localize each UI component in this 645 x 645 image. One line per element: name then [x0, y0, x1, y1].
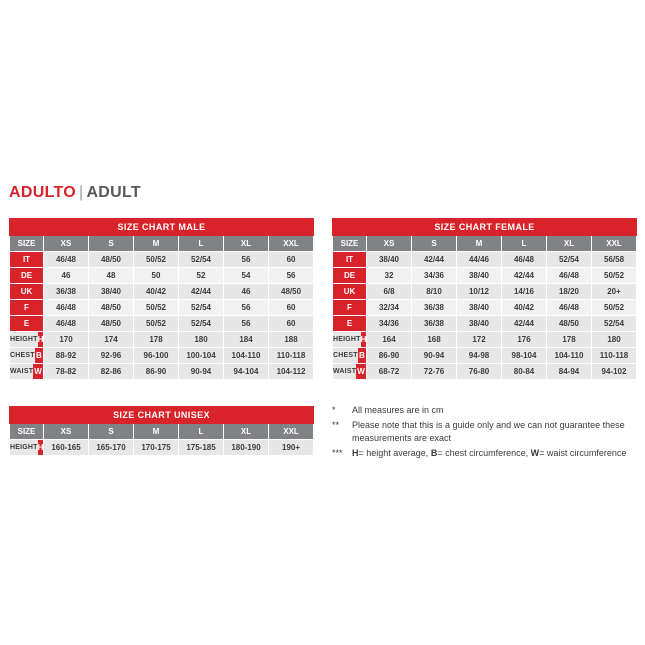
- measure-label-chest: [333, 348, 367, 364]
- cell: 170: [44, 332, 89, 348]
- page-title: [9, 184, 141, 202]
- col-header-l: L: [179, 424, 224, 440]
- note-text: All measures are in cm: [352, 405, 444, 415]
- cell: 172: [457, 332, 502, 348]
- measure-key: B: [35, 348, 43, 363]
- cell: 42/44: [502, 316, 547, 332]
- cell: 38/40: [89, 284, 134, 300]
- cell: 86-90: [134, 364, 179, 380]
- col-header-xs: XS: [367, 236, 412, 252]
- measure-key: B: [358, 348, 366, 363]
- cell: 188: [269, 332, 314, 348]
- col-header-m: M: [134, 424, 179, 440]
- cell: 46/48: [44, 300, 89, 316]
- cell: 52/54: [592, 316, 637, 332]
- measure-row-waist: [10, 364, 314, 380]
- row-label: UK: [333, 284, 367, 300]
- cell: 164: [367, 332, 412, 348]
- col-header-xxl: XXL: [269, 236, 314, 252]
- table-header-row: [333, 236, 637, 252]
- measure-name: HEIGHT: [10, 332, 38, 347]
- cell: 104-110: [224, 348, 269, 364]
- cell: 38/40: [457, 316, 502, 332]
- cell: 52: [179, 268, 224, 284]
- cell: 34/36: [367, 316, 412, 332]
- size-chart-male: [9, 218, 314, 380]
- cell: 46/48: [547, 268, 592, 284]
- measure-row-waist: [333, 364, 637, 380]
- cell: 180-190: [224, 440, 269, 456]
- page-title-separator: |: [78, 184, 84, 201]
- measure-name: CHEST: [333, 348, 358, 363]
- measure-row-height: [10, 332, 314, 348]
- measure-row-chest: [10, 348, 314, 364]
- cell: 32/34: [367, 300, 412, 316]
- notes-block: [332, 404, 644, 462]
- cell: 48/50: [269, 284, 314, 300]
- cell: 38/40: [457, 300, 502, 316]
- cell: 36/38: [412, 300, 457, 316]
- cell: 6/8: [367, 284, 412, 300]
- measure-label-waist: [10, 364, 44, 380]
- cell: 50/52: [592, 268, 637, 284]
- cell: 50/52: [134, 300, 179, 316]
- col-header-l: L: [179, 236, 224, 252]
- measure-key: H: [38, 332, 44, 347]
- table-row: [333, 252, 637, 268]
- cell: 88-92: [44, 348, 89, 364]
- cell: 175-185: [179, 440, 224, 456]
- col-header-size: SIZE: [10, 424, 44, 440]
- cell: 96-100: [134, 348, 179, 364]
- col-header-m: M: [134, 236, 179, 252]
- cell: 104-110: [547, 348, 592, 364]
- cell: 32: [367, 268, 412, 284]
- table-row: [10, 284, 314, 300]
- table-row: [10, 268, 314, 284]
- measure-row-height: [333, 332, 637, 348]
- cell: 52/54: [179, 300, 224, 316]
- cell: 56: [269, 268, 314, 284]
- cell: 46/48: [44, 316, 89, 332]
- col-header-xl: XL: [224, 424, 269, 440]
- cell: 170-175: [134, 440, 179, 456]
- measure-name: WAIST: [333, 364, 356, 379]
- measure-name: HEIGHT: [10, 440, 38, 455]
- cell: 46: [224, 284, 269, 300]
- cell: 184: [224, 332, 269, 348]
- cell: 56/58: [592, 252, 637, 268]
- measure-name: CHEST: [10, 348, 35, 363]
- cell: 48/50: [89, 252, 134, 268]
- row-label: IT: [333, 252, 367, 268]
- table-heading-row: [10, 219, 314, 236]
- cell: 94-102: [592, 364, 637, 380]
- cell: 72-76: [412, 364, 457, 380]
- size-chart-unisex: [9, 406, 314, 456]
- col-header-xl: XL: [224, 236, 269, 252]
- note-mark: **: [332, 420, 340, 430]
- cell: 38/40: [367, 252, 412, 268]
- cell: 80-84: [502, 364, 547, 380]
- page-title-en: ADULT: [86, 184, 141, 201]
- cell: 14/16: [502, 284, 547, 300]
- table-heading-row: [10, 407, 314, 424]
- table-row: [333, 300, 637, 316]
- cell: 178: [134, 332, 179, 348]
- cell: 52/54: [179, 316, 224, 332]
- table-row: [10, 300, 314, 316]
- row-label: F: [333, 300, 367, 316]
- cell: 56: [224, 300, 269, 316]
- cell: 90-94: [179, 364, 224, 380]
- col-header-s: S: [89, 424, 134, 440]
- table-row: [333, 284, 637, 300]
- cell: 40/42: [134, 284, 179, 300]
- chart-heading: SIZE CHART UNISEX: [10, 407, 314, 424]
- measure-key: H: [38, 440, 44, 455]
- cell: 48: [89, 268, 134, 284]
- measure-label-height: [10, 440, 44, 456]
- note-mark: ***: [332, 448, 343, 458]
- measure-row-chest: [333, 348, 637, 364]
- table-row: [333, 316, 637, 332]
- measure-name: HEIGHT: [333, 332, 361, 347]
- cell: 180: [592, 332, 637, 348]
- cell: 48/50: [89, 300, 134, 316]
- cell: 92-96: [89, 348, 134, 364]
- cell: 110-118: [269, 348, 314, 364]
- note-mark: *: [332, 405, 336, 415]
- cell: 160-165: [44, 440, 89, 456]
- col-header-size: SIZE: [10, 236, 44, 252]
- table-header-row: [10, 236, 314, 252]
- row-label: UK: [10, 284, 44, 300]
- cell: 50/52: [134, 252, 179, 268]
- cell: 78-82: [44, 364, 89, 380]
- chart-heading: SIZE CHART FEMALE: [333, 219, 637, 236]
- cell: 48/50: [547, 316, 592, 332]
- cell: 104-112: [269, 364, 314, 380]
- row-label: E: [10, 316, 44, 332]
- col-header-size: SIZE: [333, 236, 367, 252]
- cell: 46/48: [502, 252, 547, 268]
- cell: 52/54: [547, 252, 592, 268]
- cell: 174: [89, 332, 134, 348]
- row-label: DE: [10, 268, 44, 284]
- measure-name: WAIST: [10, 364, 33, 379]
- cell: 36/38: [44, 284, 89, 300]
- measure-row-height: [10, 440, 314, 456]
- measure-label-height: [333, 332, 367, 348]
- note-text: Please note that this is a guide only and we can not guarantee these measurements are exact: [352, 420, 625, 443]
- col-header-xxl: XXL: [592, 236, 637, 252]
- cell: 42/44: [179, 284, 224, 300]
- row-label: DE: [333, 268, 367, 284]
- cell: 94-104: [224, 364, 269, 380]
- note-item: [332, 419, 644, 445]
- cell: 90-94: [412, 348, 457, 364]
- cell: 18/20: [547, 284, 592, 300]
- col-header-xs: XS: [44, 236, 89, 252]
- cell: 34/36: [412, 268, 457, 284]
- table-row: [10, 252, 314, 268]
- col-header-xxl: XXL: [269, 424, 314, 440]
- col-header-s: S: [412, 236, 457, 252]
- cell: 100-104: [179, 348, 224, 364]
- cell: 54: [224, 268, 269, 284]
- cell: 10/12: [457, 284, 502, 300]
- table-row: [10, 316, 314, 332]
- cell: 98-104: [502, 348, 547, 364]
- cell: 60: [269, 316, 314, 332]
- cell: 178: [547, 332, 592, 348]
- cell: 68-72: [367, 364, 412, 380]
- cell: 168: [412, 332, 457, 348]
- col-header-xs: XS: [44, 424, 89, 440]
- measure-label-waist: [333, 364, 367, 380]
- cell: 52/54: [179, 252, 224, 268]
- col-header-l: L: [502, 236, 547, 252]
- note-text-legend: H= height average, B= chest circumference, W= waist circumference: [352, 448, 627, 458]
- cell: 176: [502, 332, 547, 348]
- chart-heading: SIZE CHART MALE: [10, 219, 314, 236]
- page-title-it: ADULTO: [9, 184, 76, 201]
- table-row: [333, 268, 637, 284]
- cell: 50/52: [592, 300, 637, 316]
- size-chart-female: [332, 218, 637, 380]
- cell: 110-118: [592, 348, 637, 364]
- note-item: [332, 404, 644, 417]
- cell: 46/48: [44, 252, 89, 268]
- cell: 82-86: [89, 364, 134, 380]
- cell: 86-90: [367, 348, 412, 364]
- cell: 50: [134, 268, 179, 284]
- cell: 76-80: [457, 364, 502, 380]
- table-header-row: [10, 424, 314, 440]
- cell: 44/46: [457, 252, 502, 268]
- col-header-m: M: [457, 236, 502, 252]
- cell: 50/52: [134, 316, 179, 332]
- cell: 190+: [269, 440, 314, 456]
- col-header-xl: XL: [547, 236, 592, 252]
- note-item: [332, 447, 644, 460]
- cell: 42/44: [502, 268, 547, 284]
- cell: 40/42: [502, 300, 547, 316]
- cell: 42/44: [412, 252, 457, 268]
- cell: 46: [44, 268, 89, 284]
- cell: 165-170: [89, 440, 134, 456]
- row-label: E: [333, 316, 367, 332]
- cell: 84-94: [547, 364, 592, 380]
- cell: 56: [224, 252, 269, 268]
- cell: 56: [224, 316, 269, 332]
- measure-key: H: [361, 332, 367, 347]
- cell: 8/10: [412, 284, 457, 300]
- measure-key: W: [33, 364, 43, 379]
- measure-label-height: [10, 332, 44, 348]
- row-label: F: [10, 300, 44, 316]
- cell: 36/38: [412, 316, 457, 332]
- table-heading-row: [333, 219, 637, 236]
- cell: 20+: [592, 284, 637, 300]
- cell: 38/40: [457, 268, 502, 284]
- cell: 180: [179, 332, 224, 348]
- cell: 94-98: [457, 348, 502, 364]
- cell: 46/48: [547, 300, 592, 316]
- measure-label-chest: [10, 348, 44, 364]
- row-label: IT: [10, 252, 44, 268]
- col-header-s: S: [89, 236, 134, 252]
- cell: 60: [269, 300, 314, 316]
- cell: 48/50: [89, 316, 134, 332]
- measure-key: W: [356, 364, 366, 379]
- cell: 60: [269, 252, 314, 268]
